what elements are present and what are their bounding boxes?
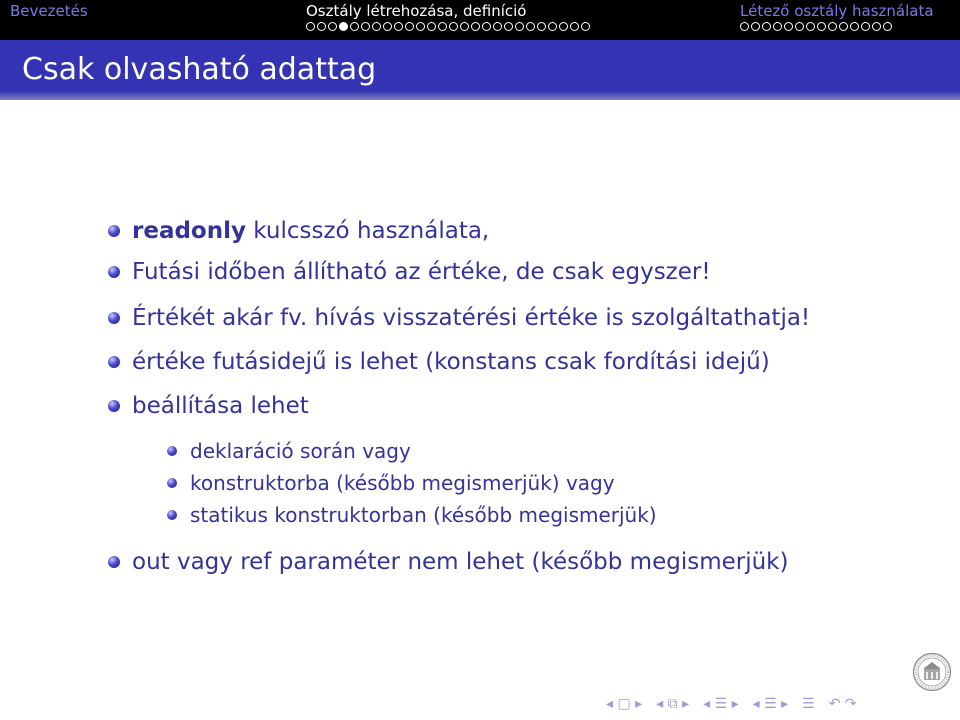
frame-dot[interactable]: [438, 22, 447, 31]
frame-dot[interactable]: [872, 22, 881, 31]
nav-appendix-icon[interactable]: ☰: [802, 696, 815, 712]
frame-dot[interactable]: [537, 22, 546, 31]
frame-dot[interactable]: [460, 22, 469, 31]
beamer-navigation: [606, 697, 857, 711]
frame-dot[interactable]: [394, 22, 403, 31]
frame-dot[interactable]: [306, 22, 315, 31]
frame-dot[interactable]: [828, 22, 837, 31]
bullet-text: kulcsszó használata,: [245, 218, 490, 244]
frame-dot[interactable]: [773, 22, 782, 31]
sub-item-konstruktorba: konstruktorba (később megismerjük) vagy: [190, 471, 615, 495]
frame-dot[interactable]: [361, 22, 370, 31]
frame-dot[interactable]: [795, 22, 804, 31]
frame-dot[interactable]: [570, 22, 579, 31]
bullet-item-beallitasa: beállítása lehet: [132, 393, 309, 419]
bullet-ball-icon: [108, 312, 120, 324]
section-link-letezo-osztaly[interactable]: Létező osztály használata: [740, 2, 934, 20]
sub-bullet-ball-icon: [167, 478, 177, 488]
bullet-ball-icon: [108, 556, 120, 568]
nav-search-back-forward-icon[interactable]: ↶ ↷: [828, 696, 857, 712]
frame-dot[interactable]: [328, 22, 337, 31]
frame-dot[interactable]: [482, 22, 491, 31]
frame-dot[interactable]: [515, 22, 524, 31]
page-title: Csak olvasható adattag: [22, 52, 377, 87]
frame-dot[interactable]: [850, 22, 859, 31]
bullet-ball-icon: [108, 356, 120, 368]
section-link-osztaly-letrehozasa[interactable]: Osztály létrehozása, definíció: [306, 2, 527, 20]
keyword-readonly: readonly: [132, 218, 246, 244]
frame-dot[interactable]: [526, 22, 535, 31]
bullet-ball-icon: [108, 266, 120, 278]
frame-dot[interactable]: [740, 22, 749, 31]
frame-dot[interactable]: [751, 22, 760, 31]
bullet-item-readonly: [132, 217, 489, 245]
frame-dot[interactable]: [861, 22, 870, 31]
frame-dot[interactable]: [383, 22, 392, 31]
bullet-ball-icon: [108, 400, 120, 412]
frame-dot[interactable]: [581, 22, 590, 31]
section2-frame-dots[interactable]: [740, 22, 892, 31]
sub-bullet-ball-icon: [167, 510, 177, 520]
frame-dot[interactable]: [559, 22, 568, 31]
frame-dot[interactable]: [883, 22, 892, 31]
frame-dot[interactable]: [449, 22, 458, 31]
nav-frame-prev-next-icon[interactable]: ◂ ▢ ▸: [606, 696, 643, 712]
headline-bar: [0, 0, 960, 40]
bullet-ball-icon: [108, 225, 120, 237]
sub-bullet-ball-icon: [167, 446, 177, 456]
frame-dot[interactable]: [471, 22, 480, 31]
frame-title-bar: [0, 40, 960, 100]
frame-dot[interactable]: [372, 22, 381, 31]
frame-dot[interactable]: [427, 22, 436, 31]
frame-dot[interactable]: [493, 22, 502, 31]
nav-slide-prev-next-icon[interactable]: ◂ ☰ ▸: [752, 696, 789, 712]
sub-item-statikus: statikus konstruktorban (később megismerjük): [190, 503, 657, 527]
frame-dot[interactable]: [806, 22, 815, 31]
nav-section-prev-next-icon[interactable]: ◂ ☰ ▸: [703, 696, 739, 712]
nav-subsection-prev-next-icon[interactable]: ◂ ⧉ ▸: [656, 696, 690, 712]
sub-item-deklaracio: deklaráció során vagy: [190, 439, 411, 463]
frame-dot[interactable]: [548, 22, 557, 31]
frame-dot[interactable]: [762, 22, 771, 31]
bullet-item-out-ref: out vagy ref paraméter nem lehet (később megismerjük): [132, 549, 789, 575]
bullet-item-futasideju: értéke futásidejű is lehet (konstans csak fordítási idejű): [132, 349, 770, 375]
frame-dot[interactable]: [317, 22, 326, 31]
bullet-item-erteket: Értékét akár fv. hívás visszatérési értéke is szolgáltathatja!: [132, 305, 811, 331]
university-logo-icon: [912, 652, 952, 692]
frame-dot[interactable]: [784, 22, 793, 31]
section1-frame-dots[interactable]: [306, 22, 590, 31]
frame-dot[interactable]: [817, 22, 826, 31]
section-link-bevezetes[interactable]: Bevezetés: [10, 2, 88, 20]
frame-dot[interactable]: [350, 22, 359, 31]
frame-dot[interactable]: [839, 22, 848, 31]
frame-dot-current[interactable]: [339, 22, 348, 31]
frame-dot[interactable]: [416, 22, 425, 31]
bullet-item-futasi: Futási időben állítható az értéke, de csak egyszer!: [132, 259, 711, 285]
frame-dot[interactable]: [405, 22, 414, 31]
frame-dot[interactable]: [504, 22, 513, 31]
